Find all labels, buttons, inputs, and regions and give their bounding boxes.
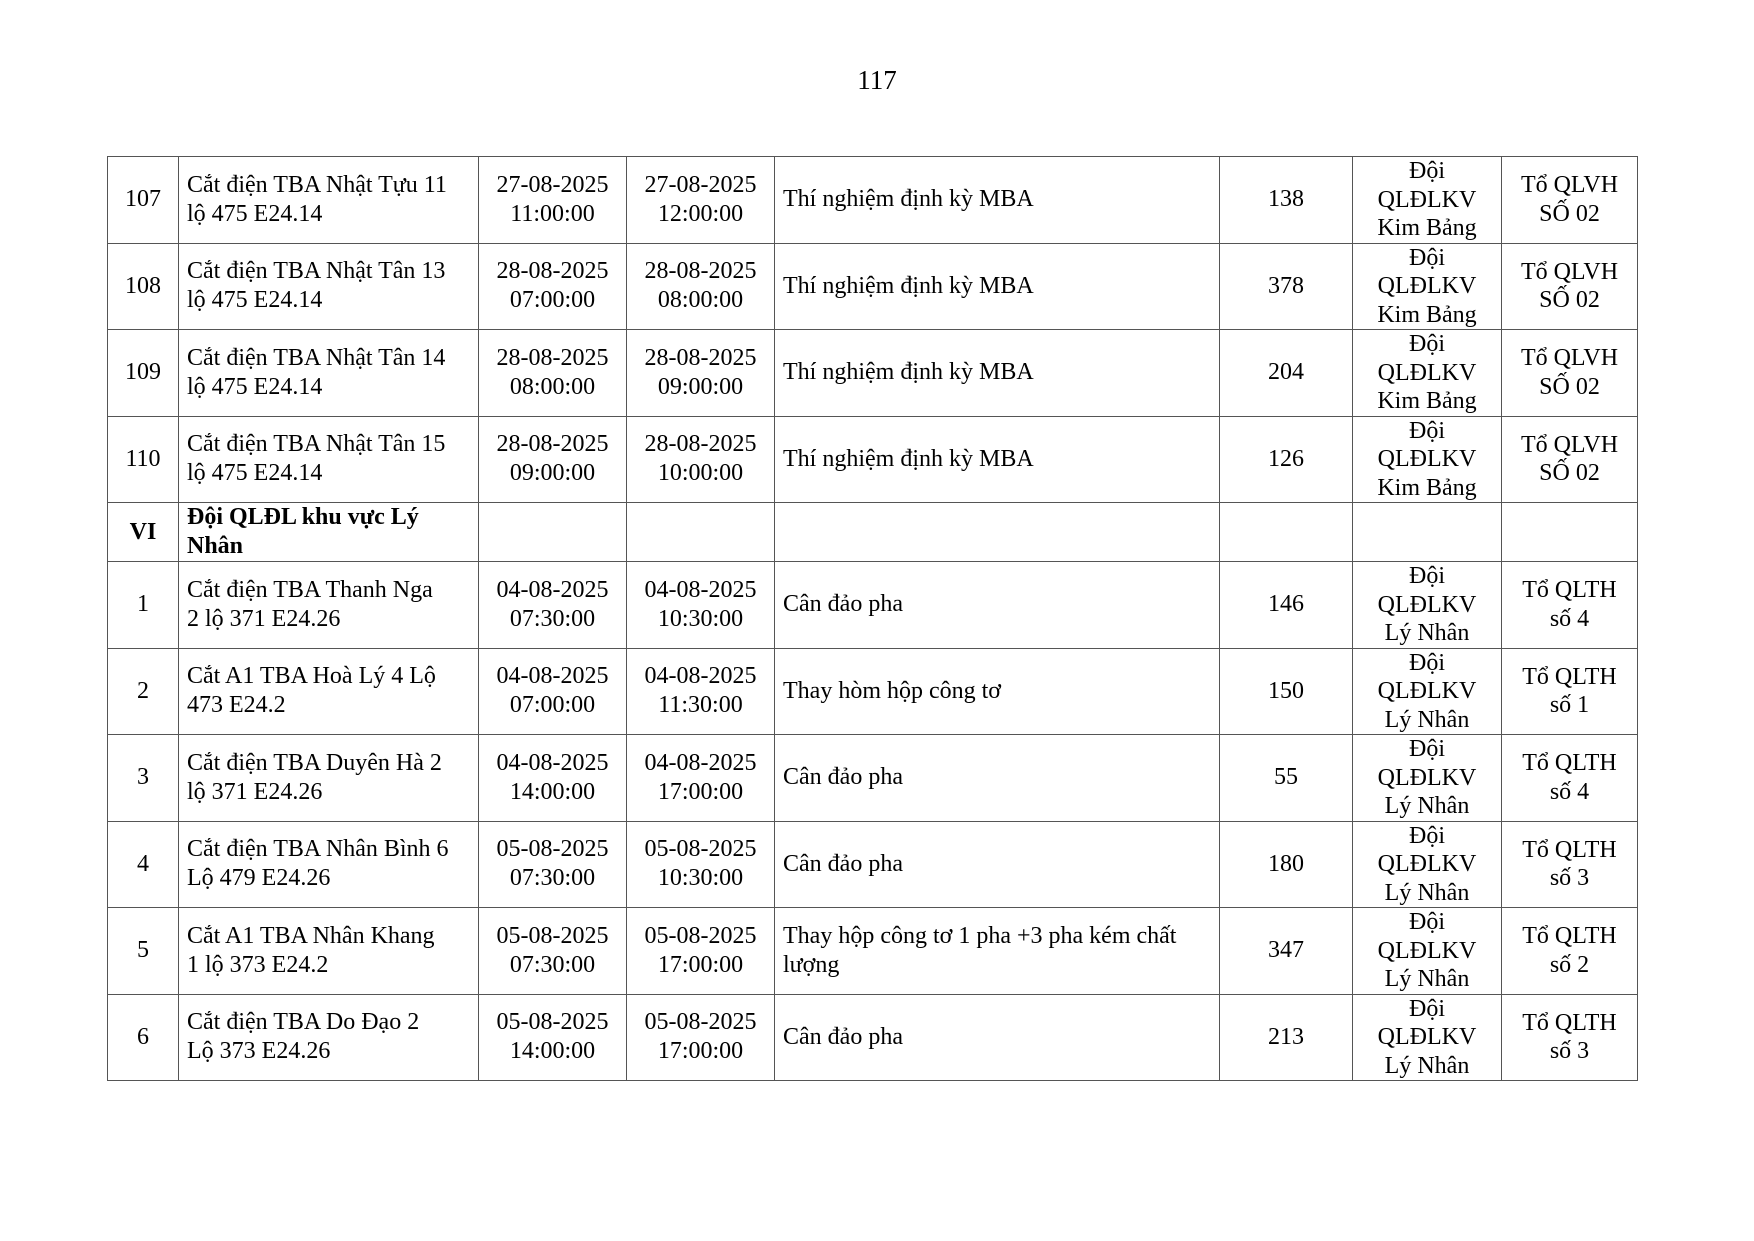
responsible-unit-line: QLĐLKV bbox=[1377, 591, 1477, 618]
responsible-team-line: số 2 bbox=[1549, 951, 1590, 978]
start-time bbox=[479, 330, 627, 417]
empty-cell bbox=[627, 503, 775, 562]
responsible-unit-line: QLĐLKV bbox=[1377, 937, 1477, 964]
outage-description-line: Cắt điện TBA Nhật Tân 15 bbox=[187, 431, 446, 458]
affected-customers: 378 bbox=[1220, 243, 1353, 330]
work-content bbox=[775, 330, 1220, 417]
responsible-team bbox=[1502, 243, 1638, 330]
work-content-line: lượng bbox=[783, 951, 840, 978]
start-time-line: 04-08-2025 bbox=[496, 576, 609, 603]
work-content-line: Cân đảo pha bbox=[783, 764, 903, 791]
responsible-team bbox=[1502, 648, 1638, 735]
section-number: VI bbox=[108, 503, 179, 562]
responsible-unit-line: QLĐLKV bbox=[1377, 446, 1477, 472]
responsible-unit-line: Lý Nhân bbox=[1384, 620, 1470, 646]
row-number: 108 bbox=[108, 243, 179, 330]
work-content bbox=[775, 908, 1220, 995]
empty-cell bbox=[1353, 503, 1502, 562]
work-content bbox=[775, 416, 1220, 503]
outage-description-line: 1 lộ 373 E24.2 bbox=[187, 951, 329, 978]
end-time-line: 10:30:00 bbox=[657, 865, 744, 892]
responsible-team bbox=[1502, 821, 1638, 908]
responsible-unit-line: Đội bbox=[1409, 563, 1445, 589]
start-time-line: 09:00:00 bbox=[509, 460, 596, 487]
affected-customers: 55 bbox=[1220, 735, 1353, 822]
responsible-team-line: Tổ QLTH bbox=[1522, 750, 1617, 777]
affected-customers: 180 bbox=[1220, 821, 1353, 908]
outage-description bbox=[179, 735, 479, 822]
end-time-line: 05-08-2025 bbox=[644, 1009, 757, 1036]
responsible-unit bbox=[1353, 821, 1502, 908]
outage-description-line: lộ 475 E24.14 bbox=[187, 460, 323, 487]
end-time-line: 28-08-2025 bbox=[644, 344, 757, 371]
responsible-team bbox=[1502, 157, 1638, 244]
work-content-line: Thay hòm hộp công tơ bbox=[783, 677, 1001, 704]
outage-description bbox=[179, 416, 479, 503]
start-time bbox=[479, 648, 627, 735]
end-time bbox=[627, 416, 775, 503]
responsible-team-line: SỐ 02 bbox=[1539, 460, 1600, 487]
responsible-team bbox=[1502, 330, 1638, 417]
work-content bbox=[775, 243, 1220, 330]
responsible-team bbox=[1502, 416, 1638, 503]
responsible-team bbox=[1502, 735, 1638, 822]
row-number: 3 bbox=[108, 735, 179, 822]
start-time bbox=[479, 157, 627, 244]
outage-description bbox=[179, 243, 479, 330]
affected-customers: 138 bbox=[1220, 157, 1353, 244]
responsible-unit bbox=[1353, 994, 1502, 1081]
end-time bbox=[627, 648, 775, 735]
end-time bbox=[627, 994, 775, 1081]
outage-description-line: Cắt điện TBA Nhật Tân 13 bbox=[187, 258, 446, 285]
responsible-team bbox=[1502, 562, 1638, 649]
start-time-line: 05-08-2025 bbox=[496, 1009, 609, 1036]
row-number: 6 bbox=[108, 994, 179, 1081]
end-time bbox=[627, 562, 775, 649]
section-title: Đội QLĐL khu vực Lý Nhân bbox=[179, 503, 479, 562]
affected-customers: 146 bbox=[1220, 562, 1353, 649]
end-time-line: 04-08-2025 bbox=[644, 576, 757, 603]
affected-customers: 213 bbox=[1220, 994, 1353, 1081]
responsible-team-line: Tổ QLVH bbox=[1520, 345, 1619, 372]
start-time bbox=[479, 735, 627, 822]
responsible-unit bbox=[1353, 648, 1502, 735]
responsible-team-line: SỐ 02 bbox=[1539, 373, 1600, 400]
start-time-line: 07:00:00 bbox=[509, 287, 596, 314]
outage-description bbox=[179, 994, 479, 1081]
responsible-unit-line: Lý Nhân bbox=[1384, 793, 1470, 819]
responsible-unit-line: Kim Bảng bbox=[1377, 215, 1477, 241]
row-number: 5 bbox=[108, 908, 179, 995]
responsible-team-line: Tổ QLVH bbox=[1520, 258, 1619, 285]
table-row bbox=[108, 416, 1638, 503]
end-time-line: 11:30:00 bbox=[658, 692, 743, 719]
outage-description bbox=[179, 562, 479, 649]
empty-cell bbox=[1502, 503, 1638, 562]
responsible-unit-line: Đội bbox=[1409, 331, 1445, 357]
end-time-line: 17:00:00 bbox=[657, 951, 744, 978]
outage-description-line: Cắt điện TBA Nhật Tân 14 bbox=[187, 344, 446, 371]
responsible-unit-line: Lý Nhân bbox=[1384, 706, 1470, 733]
responsible-team bbox=[1502, 994, 1638, 1081]
end-time-line: 28-08-2025 bbox=[644, 431, 757, 458]
outage-description-line: 2 lộ 371 E24.26 bbox=[187, 605, 341, 632]
work-content-line: Thí nghiệm định kỳ MBA bbox=[783, 272, 1034, 299]
responsible-unit-line: QLĐLKV bbox=[1377, 186, 1477, 213]
row-number: 109 bbox=[108, 330, 179, 417]
responsible-unit-line: QLĐLKV bbox=[1377, 851, 1477, 877]
end-time-line: 17:00:00 bbox=[657, 778, 744, 805]
end-time-line: 17:00:00 bbox=[657, 1038, 744, 1065]
work-content-line: Thí nghiệm định kỳ MBA bbox=[783, 186, 1034, 213]
responsible-team-line: Tổ QLVH bbox=[1520, 431, 1619, 458]
outage-description-line: Cắt A1 TBA Hoà Lý 4 Lộ bbox=[187, 663, 436, 690]
start-time-line: 07:30:00 bbox=[509, 951, 596, 978]
responsible-team-line: số 3 bbox=[1549, 865, 1590, 892]
end-time bbox=[627, 243, 775, 330]
responsible-unit-line: QLĐLKV bbox=[1377, 359, 1477, 386]
affected-customers: 126 bbox=[1220, 416, 1353, 503]
table-row bbox=[108, 908, 1638, 995]
row-number: 107 bbox=[108, 157, 179, 244]
responsible-unit-line: Lý Nhân bbox=[1384, 1052, 1470, 1079]
end-time bbox=[627, 908, 775, 995]
affected-customers: 347 bbox=[1220, 908, 1353, 995]
start-time-line: 07:00:00 bbox=[509, 692, 596, 719]
outage-description-line: Cắt điện TBA Duyên Hà 2 bbox=[187, 749, 442, 776]
empty-cell bbox=[479, 503, 627, 562]
start-time-line: 07:30:00 bbox=[509, 605, 596, 632]
table-row bbox=[108, 821, 1638, 908]
empty-cell bbox=[775, 503, 1220, 562]
end-time bbox=[627, 330, 775, 417]
outage-description-line: lộ 371 E24.26 bbox=[187, 778, 323, 805]
section-header-row bbox=[108, 503, 1638, 562]
work-content-line: Cân đảo pha bbox=[783, 850, 903, 877]
table-row bbox=[108, 562, 1638, 649]
responsible-team-line: Tổ QLTH bbox=[1522, 663, 1617, 690]
end-time-line: 09:00:00 bbox=[657, 373, 744, 400]
responsible-unit bbox=[1353, 908, 1502, 995]
responsible-unit bbox=[1353, 416, 1502, 503]
start-time bbox=[479, 416, 627, 503]
responsible-team-line: Tổ QLTH bbox=[1522, 923, 1617, 950]
start-time-line: 14:00:00 bbox=[509, 1038, 596, 1065]
table-row bbox=[108, 243, 1638, 330]
end-time-line: 08:00:00 bbox=[657, 287, 744, 314]
responsible-unit bbox=[1353, 243, 1502, 330]
responsible-unit-line: Đội bbox=[1409, 995, 1445, 1022]
start-time-line: 27-08-2025 bbox=[496, 171, 609, 198]
outage-description bbox=[179, 157, 479, 244]
outage-description-line: Lộ 373 E24.26 bbox=[187, 1038, 331, 1065]
responsible-unit-line: QLĐLKV bbox=[1377, 678, 1477, 704]
start-time-line: 28-08-2025 bbox=[496, 431, 609, 458]
outage-description bbox=[179, 908, 479, 995]
work-content-line: Thí nghiệm định kỳ MBA bbox=[783, 359, 1034, 386]
work-content-line: Cân đảo pha bbox=[783, 1023, 903, 1050]
responsible-team-line: số 4 bbox=[1549, 778, 1590, 805]
outage-description-line: Cắt điện TBA Nhật Tựu 11 bbox=[187, 171, 447, 198]
responsible-unit-line: Lý Nhân bbox=[1384, 879, 1470, 906]
responsible-unit bbox=[1353, 735, 1502, 822]
end-time bbox=[627, 821, 775, 908]
outage-schedule-table bbox=[107, 156, 1638, 1081]
end-time bbox=[627, 157, 775, 244]
table-row bbox=[108, 648, 1638, 735]
row-number: 110 bbox=[108, 416, 179, 503]
responsible-unit bbox=[1353, 157, 1502, 244]
work-content-line: Thí nghiệm định kỳ MBA bbox=[783, 445, 1034, 472]
start-time bbox=[479, 243, 627, 330]
responsible-unit-line: QLĐLKV bbox=[1377, 764, 1477, 791]
responsible-team-line: SỐ 02 bbox=[1539, 287, 1600, 314]
responsible-team-line: SỐ 02 bbox=[1539, 200, 1600, 227]
responsible-unit-line: Đội bbox=[1409, 736, 1445, 762]
work-content bbox=[775, 735, 1220, 822]
outage-description-line: lộ 475 E24.14 bbox=[187, 200, 323, 227]
responsible-unit-line: QLĐLKV bbox=[1377, 1024, 1477, 1050]
start-time-line: 05-08-2025 bbox=[496, 922, 609, 949]
start-time-line: 04-08-2025 bbox=[496, 663, 609, 690]
end-time-line: 04-08-2025 bbox=[644, 749, 757, 776]
end-time-line: 10:30:00 bbox=[657, 605, 744, 632]
outage-description bbox=[179, 821, 479, 908]
start-time-line: 05-08-2025 bbox=[496, 836, 609, 863]
outage-description-line: 473 E24.2 bbox=[187, 692, 286, 719]
responsible-unit-line: Đội bbox=[1409, 649, 1445, 676]
start-time-line: 08:00:00 bbox=[509, 373, 596, 400]
work-content bbox=[775, 157, 1220, 244]
outage-description-line: Cắt điện TBA Do Đạo 2 bbox=[187, 1009, 420, 1036]
end-time-line: 28-08-2025 bbox=[644, 258, 757, 285]
outage-description-line: Cắt điện TBA Nhân Bình 6 bbox=[187, 836, 449, 863]
responsible-team-line: số 1 bbox=[1549, 692, 1590, 719]
start-time-line: 07:30:00 bbox=[509, 865, 596, 892]
responsible-unit-line: Lý Nhân bbox=[1384, 966, 1470, 992]
empty-cell bbox=[1220, 503, 1353, 562]
responsible-unit bbox=[1353, 562, 1502, 649]
start-time bbox=[479, 994, 627, 1081]
page-number: 117 bbox=[857, 65, 897, 95]
responsible-unit bbox=[1353, 330, 1502, 417]
responsible-team-line: số 4 bbox=[1549, 605, 1590, 632]
start-time-line: 28-08-2025 bbox=[496, 344, 609, 371]
outage-description bbox=[179, 648, 479, 735]
start-time-line: 11:00:00 bbox=[510, 200, 595, 227]
end-time-line: 05-08-2025 bbox=[644, 836, 757, 863]
responsible-unit-line: Đội bbox=[1409, 244, 1445, 271]
responsible-unit-line: Đội bbox=[1409, 158, 1445, 184]
start-time-line: 04-08-2025 bbox=[496, 749, 609, 776]
responsible-team bbox=[1502, 908, 1638, 995]
end-time-line: 27-08-2025 bbox=[644, 171, 757, 198]
responsible-unit-line: Kim Bảng bbox=[1377, 474, 1477, 501]
row-number: 1 bbox=[108, 562, 179, 649]
outage-description-line: lộ 475 E24.14 bbox=[187, 373, 323, 400]
start-time bbox=[479, 562, 627, 649]
outage-description bbox=[179, 330, 479, 417]
responsible-team-line: Tổ QLTH bbox=[1522, 1009, 1617, 1036]
work-content bbox=[775, 562, 1220, 649]
outage-description-line: Cắt A1 TBA Nhân Khang bbox=[187, 922, 435, 949]
responsible-unit-line: Đội bbox=[1409, 909, 1445, 935]
end-time-line: 05-08-2025 bbox=[644, 922, 757, 949]
responsible-team-line: Tổ QLVH bbox=[1520, 172, 1619, 199]
responsible-unit-line: Kim Bảng bbox=[1377, 301, 1477, 328]
outage-description-line: Cắt điện TBA Thanh Nga bbox=[187, 576, 433, 603]
work-content bbox=[775, 994, 1220, 1081]
start-time-line: 14:00:00 bbox=[509, 778, 596, 805]
work-content bbox=[775, 648, 1220, 735]
affected-customers: 150 bbox=[1220, 648, 1353, 735]
table-row bbox=[108, 994, 1638, 1081]
responsible-unit-line: Kim Bảng bbox=[1377, 388, 1477, 414]
responsible-team-line: số 3 bbox=[1549, 1038, 1590, 1065]
work-content bbox=[775, 821, 1220, 908]
outage-description-line: lộ 475 E24.14 bbox=[187, 287, 323, 314]
end-time-line: 12:00:00 bbox=[657, 200, 744, 227]
start-time-line: 28-08-2025 bbox=[496, 258, 609, 285]
end-time-line: 04-08-2025 bbox=[644, 663, 757, 690]
table-row bbox=[108, 330, 1638, 417]
responsible-unit-line: Đội bbox=[1409, 417, 1445, 444]
work-content-line: Thay hộp công tơ 1 pha +3 pha kém chất bbox=[783, 922, 1177, 949]
responsible-unit-line: Đội bbox=[1409, 822, 1445, 849]
affected-customers: 204 bbox=[1220, 330, 1353, 417]
row-number: 4 bbox=[108, 821, 179, 908]
outage-description-line: Lộ 479 E24.26 bbox=[187, 865, 331, 892]
row-number: 2 bbox=[108, 648, 179, 735]
table-row bbox=[108, 735, 1638, 822]
start-time bbox=[479, 821, 627, 908]
end-time-line: 10:00:00 bbox=[657, 460, 744, 487]
responsible-team-line: Tổ QLTH bbox=[1522, 836, 1617, 863]
start-time bbox=[479, 908, 627, 995]
table-row bbox=[108, 157, 1638, 244]
responsible-unit-line: QLĐLKV bbox=[1377, 273, 1477, 299]
responsible-team-line: Tổ QLTH bbox=[1522, 577, 1617, 604]
work-content-line: Cân đảo pha bbox=[783, 591, 903, 618]
end-time bbox=[627, 735, 775, 822]
